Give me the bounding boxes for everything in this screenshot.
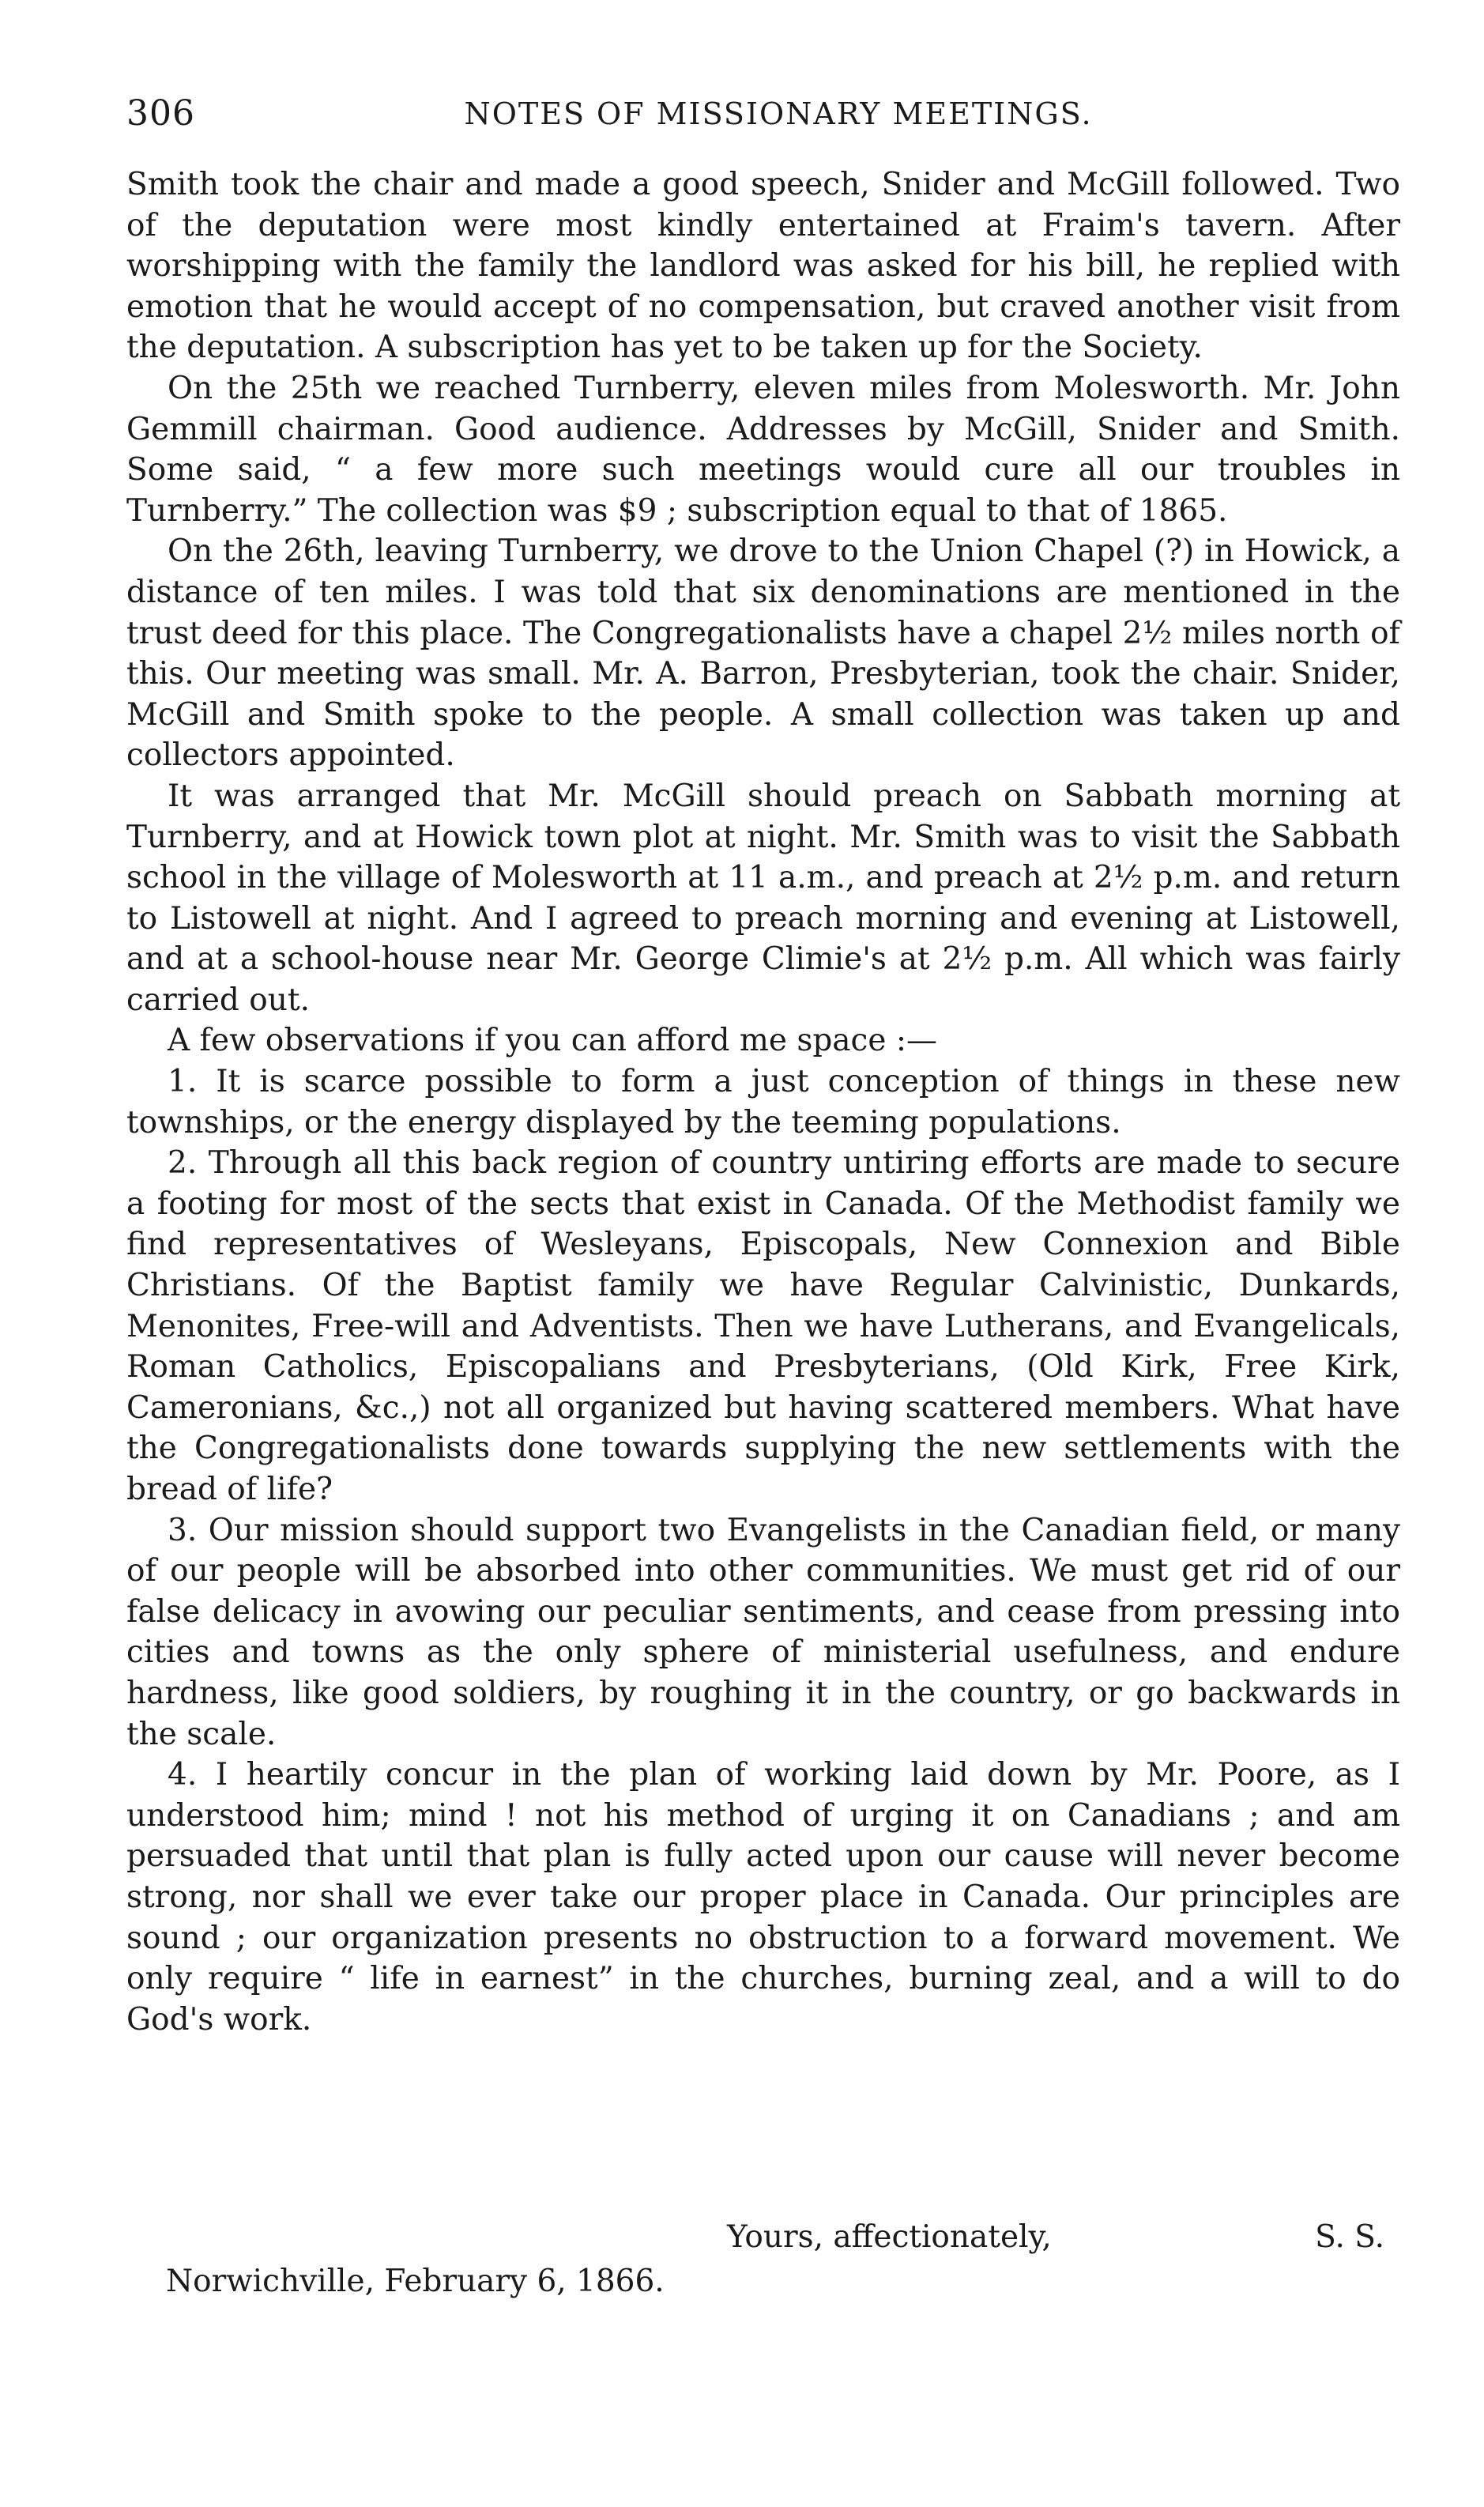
dateline: Norwichville, February 6, 1866. [166,2264,665,2299]
paragraph-observation-2: 2. Through all this back region of country untiring efforts are made to secure a footing for most of the sects that exist in Canada. Of the Methodist family we find representatives of Wesleyans, Episcopals, New Connexion and Bible Christians. Of the Baptist family we have Regular Calvinistic, Dunkards, Menonites, Free-will and Adventists. Then we have Lutherans, and Evangelicals, Roman Catholics, Episcopalians and Presbyterians, (Old Kirk, Free Kirk, Cameronians, &c.,) not all organized but having scattered members. What have the Congregationalists done towards supplying the new settlements with the bread of life? [126,1145,1400,1507]
paragraph-sabbath-arrangements: It was arranged that Mr. McGill should preach on Sabbath morning at Turnberry, and at Howick town plot at night. Mr. Smith was to visit the Sabbath school in the village of Molesworth at 11 a.m., and preach at 2½ p.m. and return to Listowell at night. And I agreed to preach morning and evening at Listowell, and at a school-house near Mr. George Climie's at 2½ p.m. All which was fairly carried out. [126,778,1400,1018]
paragraph-turnberry: On the 25th we reached Turnberry, eleven miles from Molesworth. Mr. John Gemmill chairman. Good audience. Addresses by McGill, Snider and Smith. Some said, “ a few more such meetings would cure all our troubles in Turnberry.” The collection was $9 ; subscription equal to that of 1865. [126,370,1400,529]
signature-initials: S. S. [1315,2219,1384,2255]
page-number: 306 [126,93,195,134]
signature-line [126,2219,1400,2264]
paragraph-observation-3: 3. Our mission should support two Evangelists in the Canadian field, or many of our people will be absorbed into other communities. We must get rid of our false delicacy in avowing our peculiar sentiments, and cease from pressing into cities and towns as the only sphere of ministerial usefulness, and endure hardness, like good soldiers, by roughing it in the country, or go backwards in the scale. [126,1512,1400,1752]
article-body [126,164,1400,2040]
paragraph-observations-intro: A few observations if you can afford me space :— [168,1023,938,1059]
running-head: NOTES OF MISSIONARY MEETINGS. [464,96,1093,131]
signature-closing: Yours, affectionately, [727,2219,1052,2255]
paragraph-observation-4: 4. I heartily concur in the plan of working laid down by Mr. Poore, as I understood him; mind ! not his method of urging it on Canadians ; and am persuaded that until that plan is fully acted upon our cause will never become strong, nor shall we ever take our proper place in Canada. Our principles are sound ; our organization presents no obstruction to a forward movement. We only require “ life in earnest” in the churches, burning zeal, and a will to do God's work. [126,1757,1400,2038]
page-header [126,93,1383,149]
paragraph-howick: On the 26th, leaving Turnberry, we drove to the Union Chapel (?) in Howick, a distance of ten miles. I was told that six denominations are mentioned in the trust deed for this place. The Congregationalists have a chapel 2½ miles north of this. Our meeting was small. Mr. A. Barron, Presbyterian, took the chair. Snider, McGill and Smith spoke to the people. A small collection was taken up and collectors appointed. [126,533,1400,774]
paragraph-continuation: Smith took the chair and made a good speech, Snider and McGill followed. Two of the deputation were most kindly entertained at Fraim's tavern. After worshipping with the family the landlord was asked for his bill, he replied with emotion that he would accept of no compensation, but craved another visit from the deputation. A subscription has yet to be taken up for the Society. [126,167,1400,366]
paragraph-observation-1: 1. It is scarce possible to form a just conception of things in these new townships, or the energy displayed by the teeming populations. [126,1064,1400,1140]
